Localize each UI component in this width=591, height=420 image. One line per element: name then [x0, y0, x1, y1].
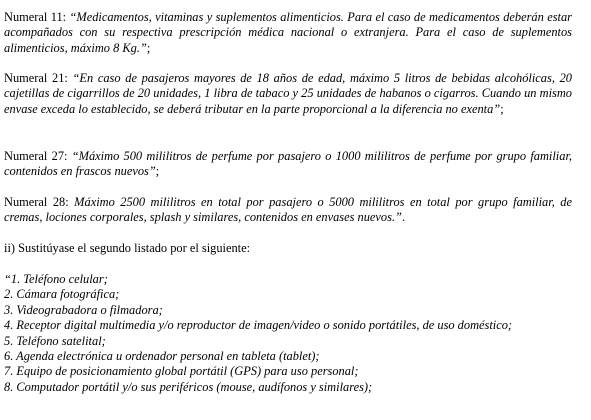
instruction-text: ii) Sustitúyase el segundo listado por el siguiente: — [4, 241, 251, 255]
numeral-21-tail: ; — [500, 101, 504, 116]
numeral-28-label: Numeral 28: — [4, 195, 75, 209]
numeral-11-tail: ; — [146, 40, 151, 55]
list-item: 3. Videograbadora o filmadora; — [4, 302, 163, 317]
numeral-27-paragraph — [4, 149, 572, 180]
list-item: 5. Teléfono satelital; — [4, 333, 106, 348]
numeral-11-label: Numeral 11: — [4, 10, 70, 24]
numeral-11-paragraph — [4, 10, 572, 56]
list-item: 8. Computador portátil y/o sus periféricos (mouse, audífonos y similares); — [4, 379, 373, 394]
items-list — [4, 272, 584, 395]
list-item: “1. Teléfono celular; — [4, 272, 108, 286]
list-item: 2. Cámara fotográfica; — [4, 287, 120, 302]
list-item: 7. Equipo de posicionamiento global portátil (GPS) para uso personal; — [4, 364, 359, 379]
numeral-21-text: “En caso de pasajeros mayores de 18 años de edad, máximo 5 litros de bebidas alcohólicas, 20 cajetillas de cigarrillos de 20 unidades, 1 libra de tabaco y 25 unidades de habanos o cigarros. Cuando un mismo envase exceda lo establecido, se deberá tributar en la parte proporcional a la diferencia no exenta” — [4, 71, 572, 116]
numeral-28-text: Máximo 2500 mililitros en total por pasajero o 5000 mililitros en total por grupo familiar, de cremas, lociones corporales, splash y similares, contenidos en envases nuevos.” — [4, 195, 572, 225]
numeral-28-tail: . — [401, 210, 406, 225]
numeral-21-label: Numeral 21: — [4, 71, 73, 85]
list-item: 6. Agenda electrónica u ordenador personal en tableta (tablet); — [4, 348, 320, 363]
numeral-27-label: Numeral 27: — [4, 149, 72, 163]
list-item: 4. Receptor digital multimedia y/o reproductor de imagen/video o sonido portátiles, de uso doméstico; — [4, 318, 513, 333]
numeral-11-text: “Medicamentos, vitaminas y suplementos alimenticios. Para el caso de medicamentos deberán estar acompañados con su respectiva prescripción médica nacional o extranjera. Para el caso de suplementos alimenticios, máximo 8 Kg.” — [4, 10, 572, 55]
numeral-27-tail: ; — [155, 164, 160, 179]
numeral-21-paragraph — [4, 71, 572, 117]
numeral-27-text: “Máximo 500 mililitros de perfume por pasajero o 1000 mililitros de perfume por grupo familiar, contenidos en frascos nuevos” — [4, 149, 572, 179]
numeral-28-paragraph — [4, 195, 572, 226]
